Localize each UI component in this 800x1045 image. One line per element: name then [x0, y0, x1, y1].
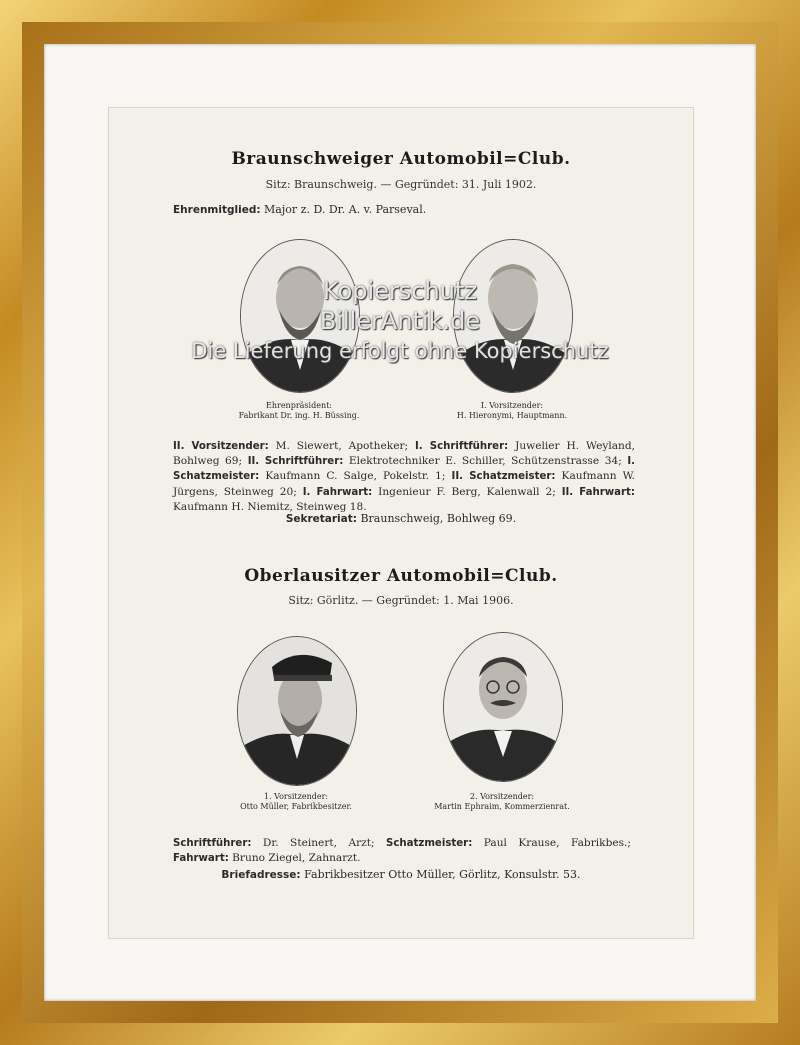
print-page: [108, 107, 694, 939]
caption-buessing: [219, 401, 379, 421]
club1-honorary-label: Ehrenmitglied:: [173, 204, 261, 216]
caption-hieronymi: [432, 401, 592, 421]
caption-name: H. Hieronymi, Hauptmann.: [456, 411, 568, 420]
club2-address: [109, 868, 693, 881]
caption-role: 2. Vorsitzender:: [469, 792, 535, 801]
address-label: Briefadresse:: [221, 869, 301, 881]
role-label: Fahrwart:: [173, 853, 229, 865]
role-label: Schatzmeister:: [386, 838, 473, 849]
club1-title: Braunschweiger Automobil=Club.: [231, 149, 571, 169]
role-value: Paul Krause, Fabrikbes.;: [472, 837, 631, 849]
club1-honorary-value: Major z. D. Dr. A. v. Parseval.: [264, 203, 427, 216]
watermark-line1: Kopierschutz: [323, 277, 477, 305]
role-label: II. Fahrwart:: [561, 486, 635, 498]
caption-role: Ehrenpräsident:: [266, 401, 332, 410]
role-value: Kaufmann C. Salge, Pokelstr. 1;: [259, 470, 452, 483]
club2-board-paragraph: [173, 836, 631, 866]
caption-ephraim: [422, 792, 582, 812]
secretariat-value: Braunschweig, Bohlweg 69.: [360, 512, 517, 525]
role-value: M. Siewert, Apotheker;: [268, 440, 416, 452]
man-portrait-icon: [444, 633, 562, 781]
caption-name: Fabrikant Dr. ing. H. Büssing.: [238, 411, 360, 420]
role-value: Juwelier H. Weyland, Bohlweg 69;: [173, 440, 636, 468]
role-value: Kaufmann W. Jürgens, Steinweg 20;: [173, 470, 635, 498]
role-label: I. Fahrwart:: [302, 486, 373, 498]
role-label: II. Schatzmeister:: [451, 471, 556, 483]
watermark-line3: Die Lieferung erfolgt ohne Kopierschutz: [191, 339, 609, 363]
role-value: Bruno Ziegel, Zahnarzt.: [228, 852, 361, 865]
club1-secretariat: [109, 512, 693, 525]
address-value: Fabrikbesitzer Otto Müller, Görlitz, Konsulstr. 53.: [304, 868, 581, 881]
role-label: Schriftführer:: [173, 838, 252, 849]
club2-seat: Sitz: Görlitz. — Gegründet: 1. Mai 1906.: [288, 594, 514, 607]
caption-role: 1. Vorsitzender:: [263, 792, 329, 801]
role-label: I. Schatzmeister:: [173, 456, 635, 483]
role-value: Dr. Steinert, Arzt;: [251, 837, 387, 849]
caption-name: Martin Ephraim, Kommerzienrat.: [434, 802, 570, 811]
man-portrait-icon: [238, 637, 356, 785]
role-value: Elektrotechniker E. Schiller, Schützenstrasse 34;: [343, 455, 628, 468]
club1-seat: Sitz: Braunschweig. — Gegründet: 31. Juli 1902.: [265, 178, 537, 191]
role-label: II. Vorsitzender:: [173, 441, 269, 452]
caption-role: I. Vorsitzender:: [480, 401, 544, 410]
portrait-ephraim: [443, 632, 563, 782]
caption-mueller: [216, 792, 376, 812]
portrait-mueller: [237, 636, 357, 786]
club1-board-paragraph: [173, 439, 635, 514]
secretariat-label: Sekretariat:: [285, 513, 357, 525]
role-label: II. Schriftführer:: [247, 456, 344, 468]
role-value: Ingenieur F. Berg, Kalenwall 2;: [372, 485, 562, 498]
role-label: I. Schriftführer:: [415, 441, 509, 452]
club2-title: Oberlausitzer Automobil=Club.: [244, 566, 558, 586]
caption-name: Otto Müller, Fabrikbesitzer.: [240, 802, 352, 811]
role-value: Kaufmann H. Niemitz, Steinweg 18.: [173, 500, 367, 513]
watermark-line2: BillerAntik.de: [319, 307, 481, 335]
club1-honorary: [173, 203, 426, 216]
